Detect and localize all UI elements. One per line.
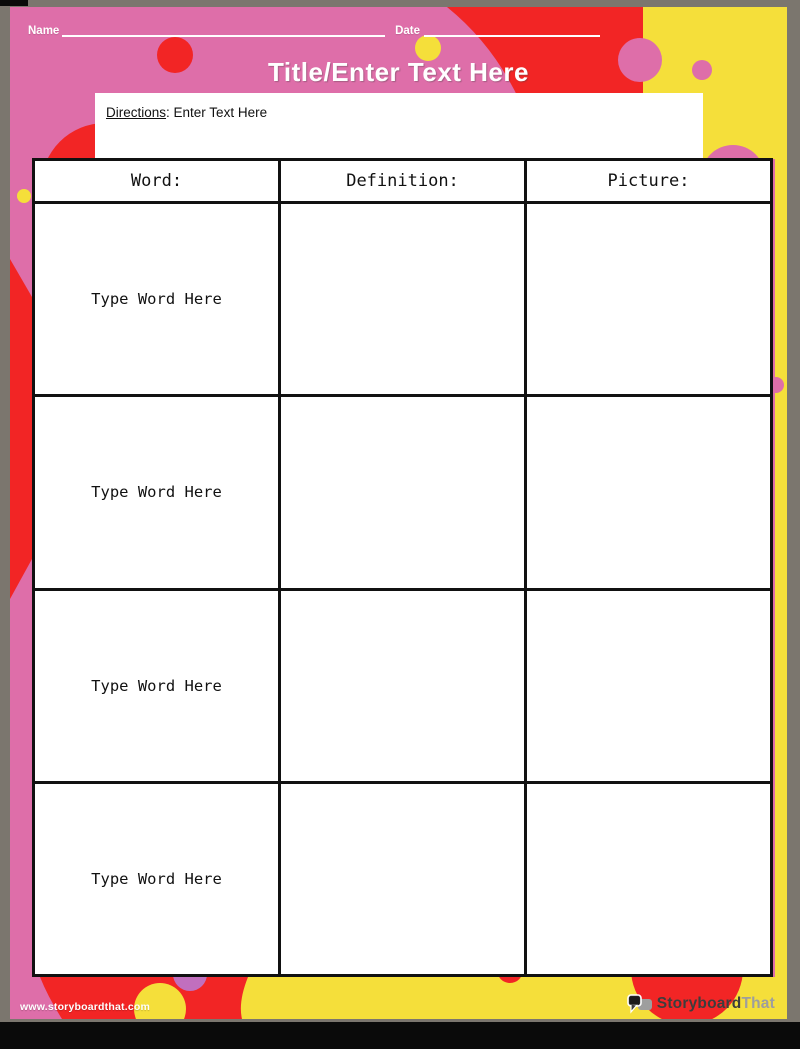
word-cell-4[interactable]: Type Word Here	[35, 784, 278, 974]
header-picture: Picture:	[527, 161, 770, 201]
picture-cell-2[interactable]	[527, 397, 770, 587]
word-cell-1[interactable]: Type Word Here	[35, 204, 278, 394]
directions-label: Directions	[106, 105, 167, 120]
definition-cell-1[interactable]	[281, 204, 524, 394]
header-definition: Definition:	[281, 161, 524, 201]
date-label: Date	[395, 25, 420, 37]
name-blank-line[interactable]	[62, 21, 385, 37]
date-blank-line[interactable]	[424, 21, 600, 37]
corner-notch	[0, 0, 28, 6]
logo-text-storyboard: Storyboard	[656, 995, 742, 1012]
vocabulary-table	[32, 158, 773, 977]
definition-cell-2[interactable]	[281, 397, 524, 587]
picture-cell-4[interactable]	[527, 784, 770, 974]
speech-bubbles-icon	[627, 994, 653, 1014]
word-cell-3[interactable]: Type Word Here	[35, 591, 278, 781]
header-word: Word:	[35, 161, 278, 201]
name-label: Name	[28, 25, 60, 37]
bottom-black-bar	[0, 1022, 800, 1049]
name-date-row	[28, 21, 600, 37]
word-cell-2[interactable]: Type Word Here	[35, 397, 278, 587]
picture-cell-1[interactable]	[527, 204, 770, 394]
logo-text-that: That	[741, 995, 775, 1012]
logo-wordmark	[657, 995, 775, 1013]
directions-text: : Enter Text Here	[166, 105, 268, 120]
picture-cell-3[interactable]	[527, 591, 770, 781]
page-title[interactable]: Title/Enter Text Here	[268, 57, 529, 87]
website-url: www.storyboardthat.com	[20, 1001, 151, 1013]
storyboardthat-logo	[627, 992, 775, 1016]
directions-box[interactable]	[95, 93, 703, 158]
worksheet-canvas	[10, 7, 787, 1019]
definition-cell-4[interactable]	[281, 784, 524, 974]
definition-cell-3[interactable]	[281, 591, 524, 781]
